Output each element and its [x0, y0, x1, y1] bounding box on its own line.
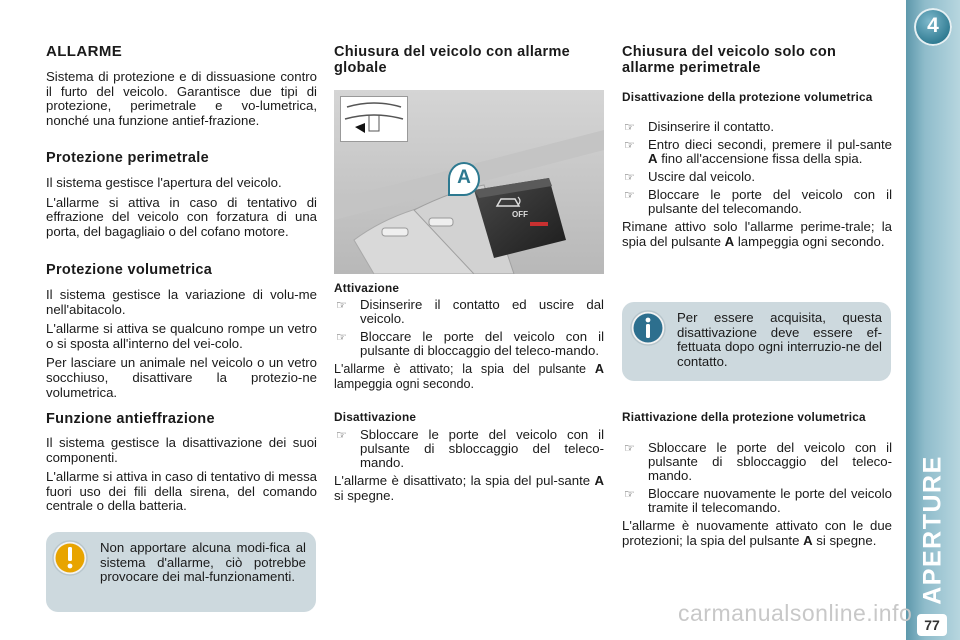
- info-icon: [628, 308, 668, 348]
- heading-riattivazione-volumetrica: Riattivazione della protezione volumetrica: [622, 410, 866, 424]
- attivazione-result: [334, 362, 604, 391]
- perimetrale-block: [46, 176, 317, 244]
- volumetrica-paragraph-1: Il sistema gestisce la variazione di volu-me nell'abitacolo.: [46, 287, 317, 317]
- car-interior-inset: [340, 96, 408, 142]
- attivazione-step-2-text: Bloccare le porte del veicolo con il pulsante di bloccaggio del teleco-mando.: [360, 329, 604, 358]
- disattivazione-list: [334, 428, 604, 508]
- riattivazione-list: [622, 441, 892, 553]
- ria-step-2: [622, 487, 892, 515]
- info-note-text: Per essere acquisita, questa disattivazione deve essere ef-fettuata dopo ogni interruzio-ne del contatto.: [677, 310, 882, 369]
- bullet-icon: ☞: [336, 298, 347, 312]
- intro-paragraph: Sistema di protezione e di dissuasione contro il furto del veicolo. Garantisce due tipi di protezione, perimetrale e vo-lumetrica, nonché una funzione antief-frazione.: [46, 69, 317, 128]
- antieffrazione-block: [46, 436, 317, 519]
- volumetrica-paragraph-3: Per lasciare un animale nel veicolo o un vetro socchiuso, disattivare la protezio-ne volumetrica.: [46, 355, 317, 400]
- section-title-allarme-perimetrale: Chiusura del veicolo solo con allarme perimetrale: [622, 44, 837, 76]
- bullet-icon: ☞: [624, 138, 635, 152]
- chapter-badge: [914, 8, 952, 46]
- attivazione-step-2: [334, 330, 604, 358]
- bullet-icon: ☞: [624, 120, 635, 134]
- heading-disattivazione-volumetrica: Disattivazione della protezione volumetrica: [622, 90, 873, 104]
- dis-result-bold: A: [724, 233, 735, 249]
- bullet-icon: ☞: [624, 170, 635, 184]
- info-note-box: [622, 302, 891, 381]
- bullet-icon: ☞: [624, 188, 635, 202]
- ria-result: [622, 519, 892, 548]
- attivazione-step-1-text: Disinserire il contatto ed uscire dal veicolo.: [360, 297, 604, 326]
- warning-note-box: [46, 532, 316, 612]
- dis-step-4-text: Bloccare le porte del veicolo con il pulsante del telecomando.: [648, 187, 892, 216]
- heading-protezione-volumetrica: Protezione volumetrica: [46, 262, 213, 278]
- watermark: carmanualsonline.info: [678, 600, 913, 626]
- volumetrica-block: [46, 288, 317, 405]
- ria-result-text: L'allarme è nuovamente attivato con le due protezioni; la spia del pulsante: [622, 518, 892, 548]
- disattivazione-step-1-text: Sbloccare le porte del veicolo con il pulsante di sbloccaggio del teleco-mando.: [360, 427, 604, 470]
- dis-step-1-text: Disinserire il contatto.: [648, 119, 775, 134]
- disattivazione-volumetrica-list: [622, 120, 892, 254]
- dis-step-4: [622, 188, 892, 216]
- bullet-icon: ☞: [336, 330, 347, 344]
- dis-step-2: [622, 138, 892, 166]
- ria-step-1-text: Sbloccare le porte del veicolo con il pulsante di sbloccaggio del teleco-mando.: [648, 440, 892, 483]
- page-number-box: [917, 614, 947, 636]
- ria-step-1: [622, 441, 892, 483]
- perimetrale-paragraph-1: Il sistema gestisce l'apertura del veicolo.: [46, 175, 282, 190]
- dis-result: [622, 220, 892, 249]
- heading-funzione-antieffrazione: Funzione antieffrazione: [46, 411, 215, 427]
- chapter-title: APERTURE: [918, 455, 947, 605]
- attivazione-list: [334, 298, 604, 396]
- dis-step-1: [622, 120, 892, 134]
- dis-step-2-post: fino all'accensione fissa della spia.: [657, 151, 863, 166]
- dis-step-2-text: [648, 138, 892, 166]
- antieffrazione-paragraph-1: Il sistema gestisce la disattivazione dei suoi componenti.: [46, 435, 317, 465]
- dis-step-2-bold: A: [648, 151, 658, 166]
- car-dashboard-icon: [341, 97, 407, 141]
- attivazione-result-bold: A: [594, 362, 604, 376]
- bullet-icon: ☞: [336, 428, 347, 442]
- bullet-icon: ☞: [624, 441, 635, 455]
- label-a-badge: [448, 162, 480, 196]
- heading-attivazione: Attivazione: [334, 281, 400, 295]
- intro-block: [46, 70, 317, 133]
- page-number: 77: [924, 617, 940, 633]
- disattivazione-result-text: L'allarme è disattivato; la spia del pul-sante: [334, 473, 595, 488]
- attivazione-result-tail: lampeggia ogni secondo.: [334, 376, 475, 391]
- antieffrazione-paragraph-2: L'allarme si attiva in caso di tentativo di messa fuori uso dei fili della sirena, del comando centrale o della batteria.: [46, 469, 317, 514]
- attivazione-result-text: L'allarme è attivato; la spia del pulsante: [334, 362, 595, 376]
- chapter-title-vertical: [910, 455, 956, 605]
- dis-step-3-text: Uscire dal veicolo.: [648, 169, 756, 184]
- alarm-button-illustration: [334, 90, 604, 274]
- alarm-off-label: OFF: [512, 210, 528, 219]
- disattivazione-result: [334, 474, 604, 503]
- perimetrale-paragraph-2: L'allarme si attiva in caso di tentativo di effrazione del veicolo con forzatura di una porta, del bagagliaio o del cofano motore.: [46, 194, 317, 239]
- heading-protezione-perimetrale: Protezione perimetrale: [46, 150, 209, 166]
- dis-result-tail: lampeggia ogni secondo.: [734, 233, 885, 249]
- dis-step-3: [622, 170, 892, 184]
- disattivazione-result-tail: si spegne.: [334, 487, 395, 503]
- ria-step-2-text: Bloccare nuovamente le porte del veicolo tramite il telecomando.: [648, 486, 892, 515]
- bullet-icon: ☞: [624, 487, 635, 501]
- dis-step-2-pre: Entro dieci secondi, premere il pul-sante: [648, 137, 892, 152]
- disattivazione-result-bold: A: [594, 473, 604, 488]
- dis-result-text: Rimane attivo solo l'allarme perime-trale; la spia del pulsante: [622, 219, 892, 249]
- section-title-allarme-globale: Chiusura del veicolo con allarme globale: [334, 44, 571, 76]
- warning-icon: [50, 538, 90, 578]
- chapter-number: 4: [927, 14, 939, 37]
- volumetrica-paragraph-2: L'allarme si attiva se qualcuno rompe un vetro o si sposta all'interno del vei-colo.: [46, 321, 317, 351]
- section-title-allarme: ALLARME: [46, 43, 123, 60]
- label-a-text: A: [457, 167, 471, 188]
- ria-result-bold: A: [803, 532, 813, 548]
- ria-result-tail: si spegne.: [812, 532, 877, 548]
- heading-disattivazione: Disattivazione: [334, 410, 417, 424]
- attivazione-step-1: [334, 298, 604, 326]
- warning-note-text: Non apportare alcuna modi-fica al sistema d'allarme, ciò potrebbe provocare dei mal-funzionamenti.: [100, 540, 306, 585]
- disattivazione-step-1: [334, 428, 604, 470]
